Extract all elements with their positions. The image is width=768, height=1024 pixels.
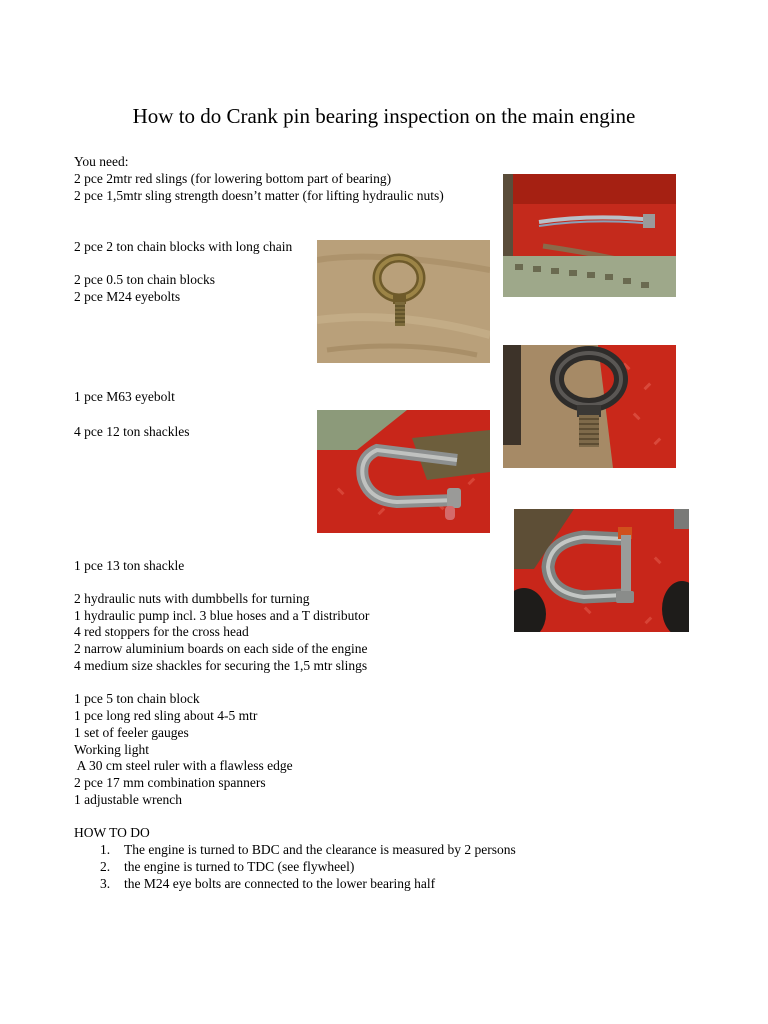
list-item: 2 pce 2mtr red slings (for lowering bottom part of bearing) [74, 171, 392, 186]
list-item: A 30 cm steel ruler with a flawless edge [74, 758, 293, 773]
m63-eyebolt-photo [503, 345, 676, 468]
list-item: 1 pce M63 eyebolt [74, 389, 175, 404]
list-item: 2 pce 17 mm combination spanners [74, 775, 266, 790]
list-item: 4 red stoppers for the cross head [74, 624, 249, 639]
list-item: 1 pce 5 ton chain block [74, 691, 200, 706]
page-title: How to do Crank pin bearing inspection on the main engine [132, 104, 636, 128]
step-item: 2. the engine is turned to TDC (see flywheel) [100, 859, 355, 874]
list-item: 2 hydraulic nuts with dumbbells for turning [74, 591, 310, 606]
list-item: 1 pce 13 ton shackle [74, 558, 185, 573]
list-item: 2 pce 2 ton chain blocks with long chain [74, 239, 293, 254]
list-item: 2 pce 0.5 ton chain blocks [74, 272, 215, 287]
slings-photo [503, 174, 676, 297]
list-item: 2 narrow aluminium boards on each side of the engine [74, 641, 368, 656]
12-ton-shackle-photo [317, 410, 490, 533]
step-item: 1. The engine is turned to BDC and the clearance is measured by 2 persons [100, 842, 516, 857]
m24-eyebolt-photo [317, 240, 490, 363]
13-ton-shackle-photo [514, 509, 689, 632]
steps-list [74, 841, 516, 892]
list-item: 4 pce 12 ton shackles [74, 424, 190, 439]
list-item: 1 pce long red sling about 4-5 mtr [74, 708, 258, 723]
list-item: Working light [74, 742, 150, 757]
list-item: 1 set of feeler gauges [74, 725, 189, 740]
you-need-label: You need: [74, 154, 129, 169]
list-item: 2 pce M24 eyebolts [74, 289, 181, 304]
list-item: 1 hydraulic pump incl. 3 blue hoses and a T distributor [74, 608, 370, 623]
how-to-label: HOW TO DO [74, 825, 150, 840]
list-item: 4 medium size shackles for securing the 1,5 mtr slings [74, 658, 368, 673]
list-item: 2 pce 1,5mtr sling strength doesn’t matter (for lifting hydraulic nuts) [74, 188, 444, 203]
step-item: 3. the M24 eye bolts are connected to the lower bearing half [100, 876, 436, 891]
list-item: 1 adjustable wrench [74, 792, 182, 807]
